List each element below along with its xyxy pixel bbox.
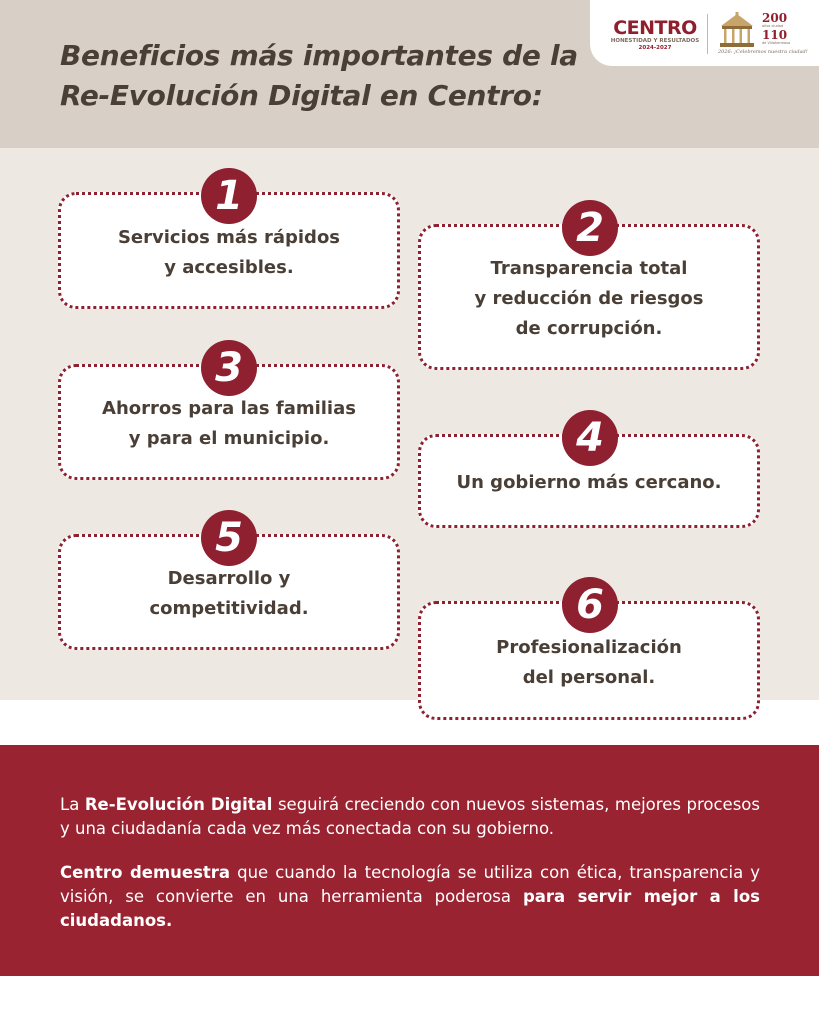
benefit-text-6: Profesionalización del personal. bbox=[496, 636, 682, 688]
footer-p1-post: seguirá creciendo con nuevos sistemas, mejores procesos y una ciudadanía cada vez más conectada con su gobierno. bbox=[60, 795, 760, 838]
kiosk-icon bbox=[717, 12, 757, 50]
title-line-1: Beneficios más importantes de la bbox=[60, 39, 578, 72]
benefit-text-3: Ahorros para las familias y para el municipio. bbox=[102, 398, 356, 449]
header-band bbox=[0, 0, 819, 148]
benefit-number-3: 3 bbox=[201, 340, 257, 396]
footer-p2-bold-2: para servir mejor a los ciudadanos. bbox=[60, 887, 760, 930]
page-title bbox=[60, 36, 578, 116]
benefit-text-5: Desarrollo y competitividad. bbox=[149, 568, 309, 619]
anniversary-200: 200 bbox=[762, 11, 788, 25]
anniversary-200-caption: años ciudad bbox=[762, 24, 784, 28]
footer-p2-mid: que cuando la tecnología se utiliza con ética, transparencia y visión, se convierte en una herramienta poderosa bbox=[60, 863, 760, 906]
benefit-number-5: 5 bbox=[201, 510, 257, 566]
footer-p2-bold-1: Centro demuestra bbox=[60, 863, 231, 882]
logo-motto: HONESTIDAD Y RESULTADOS bbox=[610, 38, 700, 44]
anniversary-110-caption: de Villahermosa bbox=[762, 40, 791, 45]
benefit-text-1: Servicios más rápidos y accesibles. bbox=[117, 226, 341, 278]
title-line-2: Re-Evolución Digital en Centro: bbox=[60, 79, 543, 112]
benefit-number-6: 6 bbox=[562, 577, 618, 633]
benefit-number-4: 4 bbox=[562, 410, 618, 466]
footer-p1-pre: La bbox=[60, 795, 85, 814]
logo-years: 2024-2027 bbox=[638, 45, 672, 51]
footer-paragraph-2 bbox=[60, 861, 760, 933]
anniversary-mark bbox=[762, 12, 814, 45]
logo-tagline: 2026: ¡Celebremos nuestra ciudad! bbox=[718, 49, 808, 55]
logo-divider bbox=[707, 14, 708, 54]
centro-logo bbox=[606, 18, 704, 52]
logo-card bbox=[590, 0, 819, 66]
footer-p1-bold: Re-Evolución Digital bbox=[84, 795, 273, 814]
footer-band bbox=[0, 745, 819, 976]
benefit-text-2: Transparencia total y reducción de riesgos de corrupción. bbox=[474, 258, 704, 339]
logo-name: CENTRO bbox=[613, 17, 697, 39]
benefit-number-2: 2 bbox=[562, 200, 618, 256]
footer-paragraph-1 bbox=[60, 793, 760, 841]
benefit-number-1: 1 bbox=[201, 168, 257, 224]
anniversary-110: 110 bbox=[762, 27, 788, 42]
benefit-text-4: Un gobierno más cercano. bbox=[456, 472, 722, 493]
